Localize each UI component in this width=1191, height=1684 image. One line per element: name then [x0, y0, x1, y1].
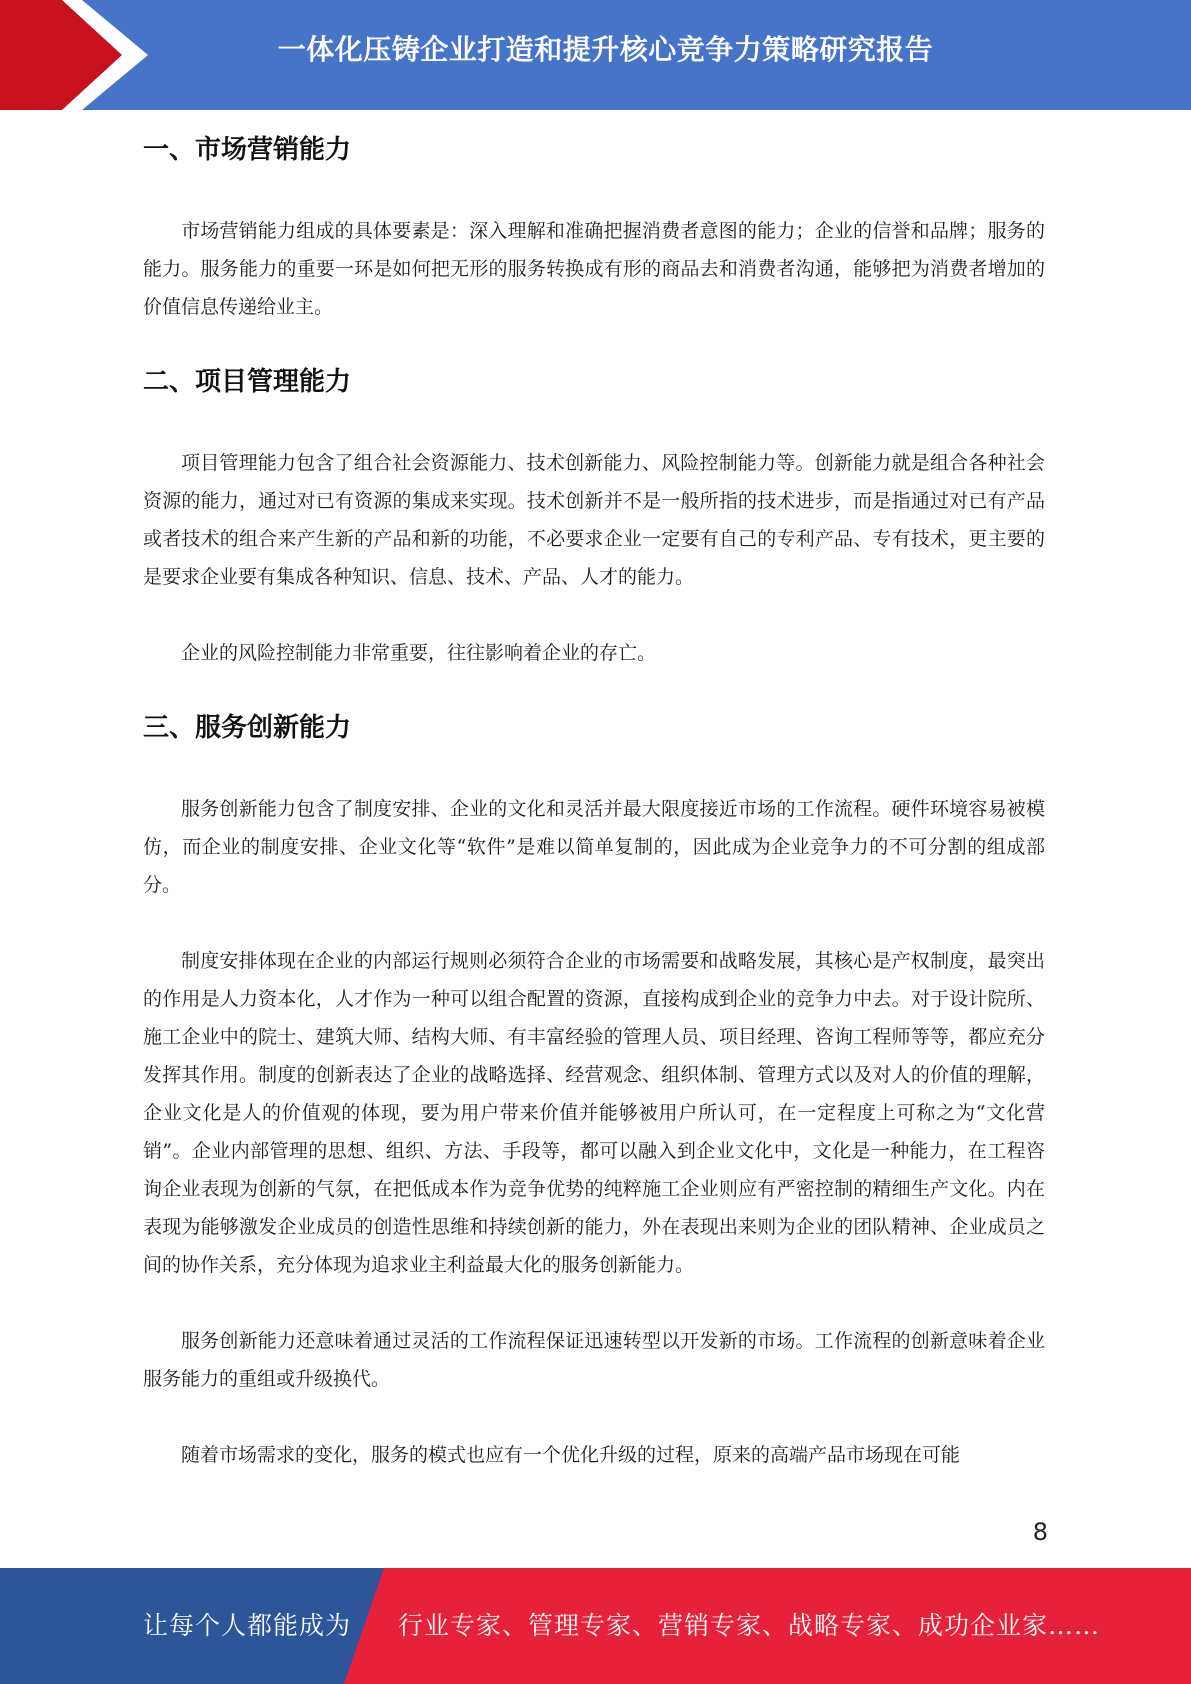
paragraph: 企业的风险控制能力非常重要，往往影响着企业的存亡。 [181, 642, 657, 664]
section-heading-service-innovation: 三、服务创新能力 [143, 713, 352, 743]
footer-slogan-right: 行业专家、管理专家、营销专家、战略专家、成功企业家…… [398, 1611, 1101, 1640]
footer-slogan-left: 让每个人都能成为 [143, 1611, 352, 1640]
page-header [0, 0, 1191, 110]
paragraph: 服务创新能力包含了制度安排、企业的文化和灵活并最大限度接近市场的工作流程。硬件环境容易被模仿，而企业的制度安排、企业文化等“软件”是难以简单复制的，因此成为企业竞争力的不可分割的组成部分。 [143, 798, 1045, 896]
section-heading-project-management: 二、项目管理能力 [143, 367, 352, 397]
paragraph: 市场营销能力组成的具体要素是：深入理解和准确把握消费者意图的能力；企业的信誉和品牌；服务的能力。服务能力的重要一环是如何把无形的服务转换成有形的商品去和消费者沟通，能够把为消费者增加的价值信息传递给业主。 [143, 220, 1045, 318]
paragraph: 随着市场需求的变化，服务的模式也应有一个优化升级的过程，原来的高端产品市场现在可能 [181, 1444, 961, 1466]
paragraph: 服务创新能力还意味着通过灵活的工作流程保证迅速转型以开发新的市场。工作流程的创新意味着企业服务能力的重组或升级换代。 [143, 1330, 1045, 1390]
page-footer [0, 1568, 1191, 1684]
header-chevron-icon [0, 0, 160, 110]
report-title: 一体化压铸企业打造和提升核心竞争力策略研究报告 [277, 33, 934, 66]
page-number: 8 [1032, 1518, 1048, 1546]
paragraph: 制度安排体现在企业的内部运行规则必须符合企业的市场需要和战略发展，其核心是产权制度，最突出的作用是人力资本化，人才作为一种可以组合配置的资源，直接构成到企业的竞争力中去。对于设计院所、施工企业中的院士、建筑大师、结构大师、有丰富经验的管理人员、项目经理、咨询工程师等等，都应充分发挥其作用。制度的创新表达了企业的战略选择、经营观念、组织体制、管理方式以及对人的价值的理解，企业文化是人的价值观的体现，要为用户带来价值并能够被用户所认可，在一定程度上可称之为“文化营销”。企业内部管理的思想、组织、方法、手段等，都可以融入到企业文化中，文化是一种能力，在工程咨询企业表现为创新的气氛，在把低成本作为竞争优势的纯粹施工企业则应有严密控制的精细生产文化。内在表现为能够激发企业成员的创造性思维和持续创新的能力，外在表现出来则为企业的团队精神、企业成员之间的协作关系，充分体现为追求业主利益最大化的服务创新能力。 [143, 950, 1045, 1276]
document-body [143, 128, 1045, 1474]
paragraph: 项目管理能力包含了组合社会资源能力、技术创新能力、风险控制能力等。创新能力就是组合各种社会资源的能力，通过对已有资源的集成来实现。技术创新并不是一般所指的技术进步，而是指通过对已有产品或者技术的组合来产生新的产品和新的功能，不必要求企业一定要有自己的专利产品、专有技术，更主要的是要求企业要有集成各种知识、信息、技术、产品、人才的能力。 [143, 452, 1045, 588]
section-heading-marketing: 一、市场营销能力 [143, 135, 352, 165]
